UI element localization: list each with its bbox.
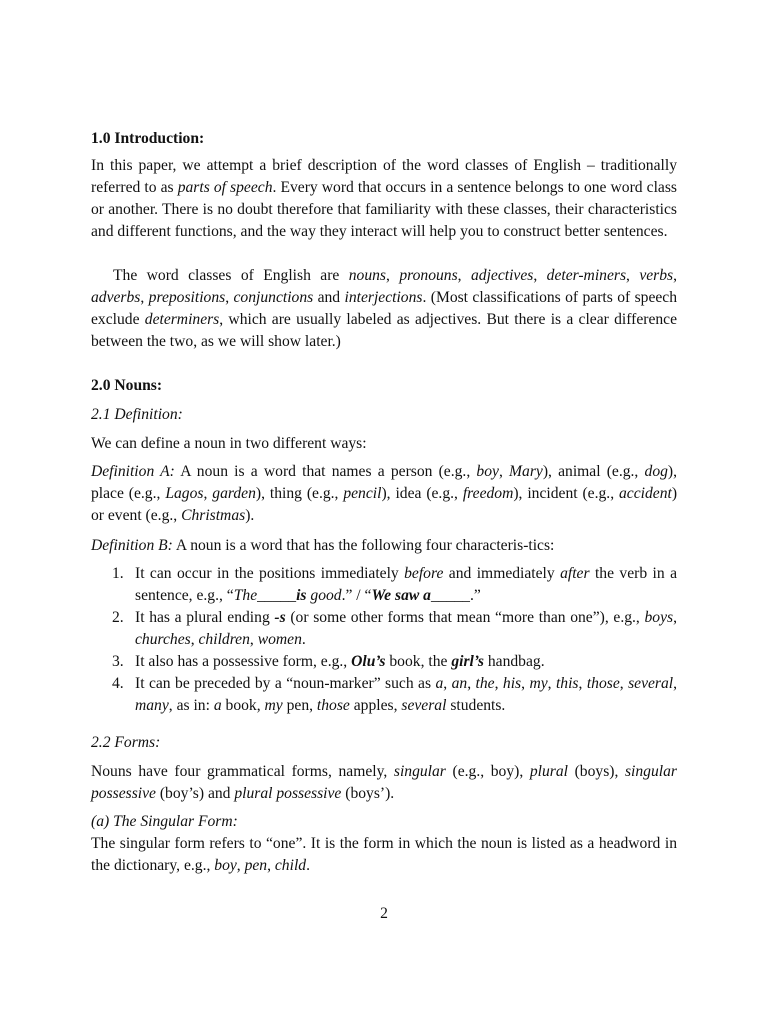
italic-text: women [257,631,302,648]
bold-italic-text: We saw a [371,587,431,604]
italic-text: dog [644,463,668,480]
italic-text: pencil [343,485,382,502]
bold-italic-text: -s [274,609,286,626]
list-item-text: It can occur in the positions immediately before and immediately after the verb in a sentence, e.g., “The_____is good.” / “We saw a_____.” [135,563,677,607]
italic-text: several [628,675,674,692]
italic-text: freedom [462,485,514,502]
italic-text: Lagos [165,485,204,502]
italic-text: Christmas [181,507,246,524]
italic-text: singular possessive [91,763,677,802]
list-item-text: It has a plural ending -s (or some other forms that mean “more than one”), e.g., boys, churches, children, women. [135,609,677,648]
list-number: 1. [112,565,124,582]
subsection-heading-forms: 2.2 Forms: [91,734,161,751]
singular-form-paragraph: The singular form refers to “one”. It is the form in which the noun is listed as a headword in the dictionary, e.g., boy, pen, child. [91,835,677,874]
section-heading-nouns: 2.0 Nouns: [91,377,163,394]
italic-text: conjunctions [233,289,314,306]
bold-italic-text: is [296,587,307,604]
bold-italic-text: girl’s [451,653,484,670]
italic-text: my [264,697,283,714]
list-number: 4. [112,675,124,692]
italic-text: those [586,675,620,692]
italic-text: adjectives [470,267,534,284]
italic-text: plural possessive [234,785,342,802]
italic-text: the [475,675,495,692]
forms-paragraph: Nouns have four grammatical forms, namely, singular (e.g., boy), plural (boys), singular possessive (boy’s) and plural possessive (boys’). [91,763,677,802]
list-number: 3. [112,653,124,670]
italic-text: many [135,697,169,714]
introduction-paragraph-2: The word classes of English are nouns, pronouns, adjectives, deter-miners, verbs, adverbs, prepositions, conjunctions and interjections. (Most classifications of parts of speech exclude determiners, which are usually labeled as adjectives. But there is a clear difference between the two, as we will show later.) [91,267,678,350]
italic-text: an [451,675,468,692]
italic-text: boy [476,463,499,480]
fill-in-blank: _____ [430,587,470,604]
italic-text: prepositions [148,289,226,306]
italic-text: plural [529,763,568,780]
definition-a: Definition A: A noun is a word that names a person (e.g., boy, Mary), animal (e.g., dog), place (e.g., Lagos, garden), thing (e.g., pencil), idea (e.g., freedom), incident (e.g., accident) or event (e.g., Christmas). [91,463,678,524]
definition-intro: We can define a noun in two different ways: [91,435,367,452]
italic-text: after [560,565,590,582]
italic-text: my [529,675,548,692]
italic-text: a [213,697,222,714]
italic-text: boy [214,857,237,874]
italic-text: nouns [348,267,386,284]
italic-text: The [233,587,258,604]
italic-text: deter-miners [546,267,627,284]
italic-text: accident [619,485,672,502]
italic-text: his [502,675,522,692]
italic-text: pen [244,857,268,874]
italic-text: churches [135,631,191,648]
italic-text: a [435,675,444,692]
italic-text: children [198,631,250,648]
italic-text: verbs [639,267,674,284]
italic-text: Mary [509,463,543,480]
fill-in-blank: _____ [257,587,297,604]
characteristic-item-2 [112,607,677,651]
italic-text: parts of speech [177,179,273,196]
section-heading-introduction: 1.0 Introduction: [91,130,205,147]
italic-text: pronouns [399,267,458,284]
italic-text: Definition A: [91,463,175,480]
characteristic-item-4 [112,673,677,717]
definition-b: Definition B: A noun is a word that has the following four characteris-tics: [91,537,555,554]
italic-text: those [316,697,350,714]
list-item-text: It can be preceded by a “noun-marker” such as a, an, the, his, my, this, those, several, many, as in: a book, my pen, those apples, several students. [135,675,678,714]
list-item-text: It also has a possessive form, e.g., Olu’s book, the girl’s handbag. [135,653,545,670]
italic-text: this [555,675,579,692]
italic-text: good [306,587,342,604]
italic-text: boys [644,609,674,626]
italic-text: garden [212,485,256,502]
italic-text: several [401,697,447,714]
italic-text: Definition B: [91,537,173,554]
italic-text: adverbs [91,289,141,306]
italic-text: singular [393,763,446,780]
singular-form-heading: (a) The Singular Form: [91,813,238,830]
subsection-heading-definition: 2.1 Definition: [91,406,183,423]
bold-italic-text: Olu’s [351,653,386,670]
italic-text: before [404,565,444,582]
characteristic-item-3 [112,651,677,673]
characteristic-item-1 [112,563,677,607]
introduction-paragraph-1: In this paper, we attempt a brief description of the word classes of English – traditionally referred to as parts of speech. Every word that occurs in a sentence belongs to one word class or another. There is no doubt therefore that familiarity with these classes, their characteristics and different functions, and the way they interact will help you to construct better sentences. [91,157,677,240]
italic-text: interjections [344,289,423,306]
list-number: 2. [112,609,124,626]
page-number: 2 [380,905,388,922]
italic-text: child [274,857,307,874]
italic-text: determiners [144,311,220,328]
